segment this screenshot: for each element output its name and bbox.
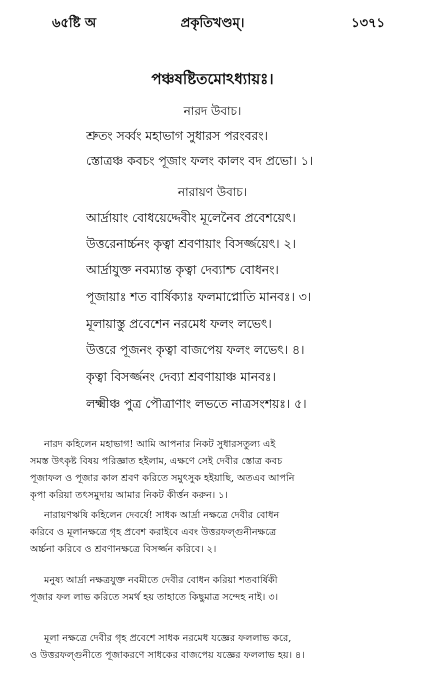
verse-line: আর্দ্রায়াং বোধয়েদ্দেবীং মূলেনৈব প্রবেশয়েৎ। [86,211,296,225]
verse-line: আর্দ্রাযুক্ত নবম্যান্ত কৃত্বা দেব্যাশ্চ বোধনং। [86,263,279,277]
verse-line: কৃত্বা বিসর্জ্জনং দেব্যা শ্রবণায়াঞ্চ মানবঃ। [86,370,276,384]
prose-line: কৃপা করিয়া তৎসমুদায় আমার নিকট কীর্ত্তন করুন। ১। [30,490,228,501]
prose-line: নারদ কহিলেন মহাভাগ! আমি আপনার নিকট সুধারসতুল্য এই [44,439,276,450]
prose-line: সমস্ত উৎকৃষ্ট বিষয় পরিজ্ঞাত হইলাম, এক্ষণে সেই দেবীর স্তোত্র কবচ [30,456,283,467]
prose-line: মনুষ্য আর্দ্রা নক্ষত্রযুক্ত নবমীতে দেবীর বোধন করিয়া শতবার্ষিকী [44,575,278,586]
speaker-narayana: নারায়ণ উবাচ। [177,185,248,199]
prose-line: পূজাফল ও পূজার কাল শ্রবণ করিতে সমুৎসুক হইয়াছি, অতএব আপনি [30,473,295,484]
commentary-paragraph [30,436,404,504]
prose-line: পূজার ফল লাভ করিতে সমর্থ হয় তাহাতে কিছুমাত্র সন্দেহ নাই। ৩। [30,592,279,603]
speaker-narada: নারদ উবাচ। [183,104,242,118]
verse-line: মূলায়াস্তু প্রবেশেন নরমেধ ফলং লভেৎ। [86,317,272,331]
verse-line: শ্রুতং সর্ব্বং মহাভাগ সুধারস পরংবরং। [86,129,268,143]
prose-line: মূলা নক্ষত্রে দেবীর গৃহ প্রবেশে সাধক নরমেধ যজ্ঞের ফললাভ করে, [44,633,292,644]
verse-line: স্তোত্রঞ্চ কবচং পূজাং ফলং কালং বদ প্রভো। ১। [86,154,314,168]
chapter-title: পঞ্চষষ্টিতমোঽধ্যায়ঃ। [151,70,274,88]
verse-line: উত্তরে পূজনং কৃত্বা বাজপেয় ফলং লভেৎ। ৪। [86,343,305,357]
book-section-title: প্রকৃতিখণ্ডম্। [180,16,245,31]
verse-line: লক্ষ্মীঞ্চ পুত্র পৌত্রাণাং লভতে নাত্রসংশয়ঃ। ৫। [86,397,307,411]
commentary-paragraph [30,507,404,558]
chapter-marker: ৬৫ষ্টি অ [52,16,97,31]
prose-line: অর্চ্চনা করিবে ও শ্রবণানক্ষত্রে বিসর্জ্জন করিবে। ২। [30,544,217,555]
commentary-paragraph [30,630,404,664]
prose-line: ও উত্তরফল্গুনীতে পূজাকরণে সাধকের বাজপেয় যজ্ঞের ফললাভ হয়। ৪। [30,650,305,661]
prose-line: নারায়ণঋষি কহিলেন দেবর্ষে! সাধক আর্দ্রা নক্ষত্রে দেবীর বোধন [44,510,280,521]
page-number: ১৩৭১ [351,16,385,31]
verse-line: উত্তরেনার্চ্চনং কৃত্বা শ্রবণায়াং বিসর্জ্জয়েৎ। ২। [86,237,296,251]
commentary-paragraph [30,572,404,606]
prose-line: করিবে ও মূলানক্ষত্রে গৃহ প্রবেশ করাইবে এবং উত্তরফল্গুনীনক্ষত্রে [30,527,277,538]
verse-line: পূজায়াঃ শত বার্ষিক্যাঃ ফলমাপ্নোতি মানবঃ। ৩। [86,290,312,304]
